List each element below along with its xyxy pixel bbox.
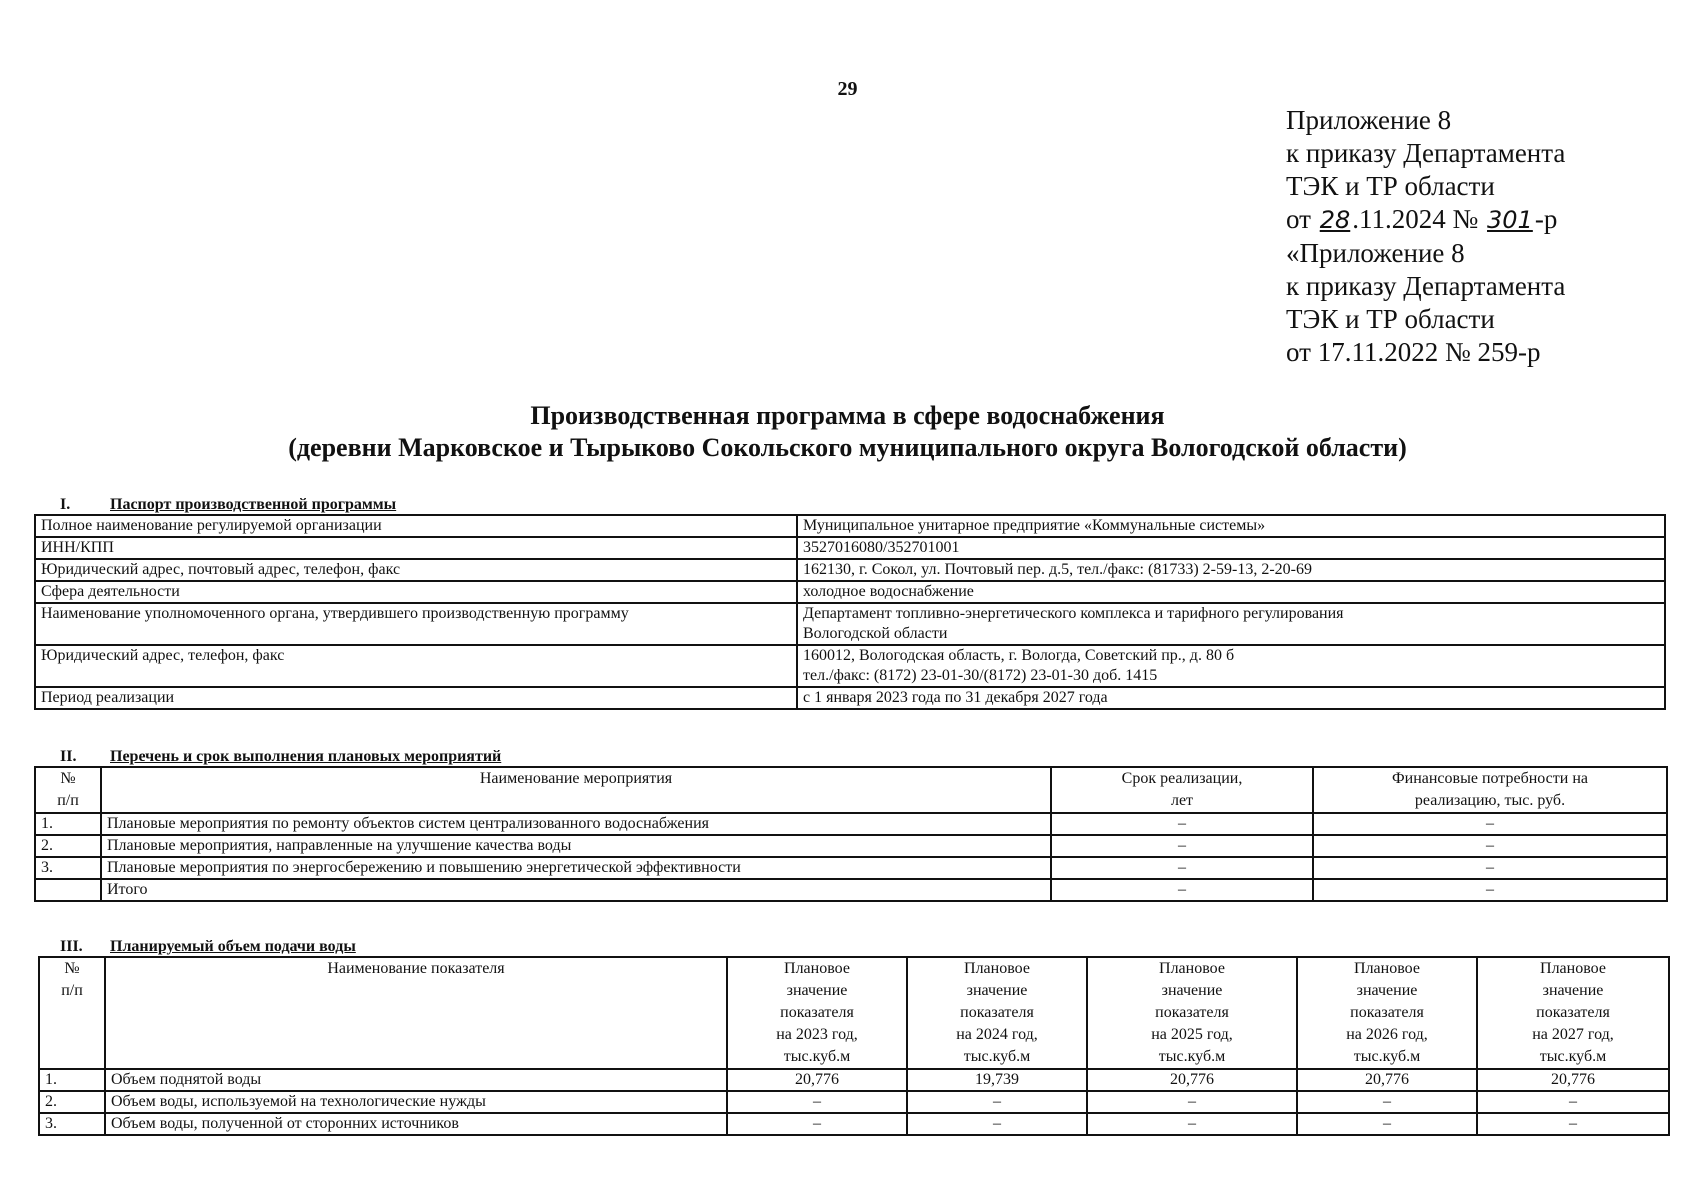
- table-header-row: [39, 957, 1669, 1069]
- header-line: Срок реализации,: [1121, 770, 1243, 787]
- passport-label: Наименование уполномоченного органа, утвердившего производственную программу: [35, 603, 797, 645]
- table-row: [35, 559, 1665, 581]
- value-2027: –: [1477, 1113, 1669, 1135]
- table-row: [35, 879, 1667, 901]
- appendix-line: к приказу Департамента: [1286, 138, 1566, 168]
- value-2026: 20,776: [1297, 1069, 1477, 1091]
- header-line: п/п: [57, 792, 79, 809]
- row-name: Объем воды, используемой на технологические нужды: [105, 1091, 727, 1113]
- header-line: реализацию, тыс. руб.: [1414, 792, 1566, 809]
- header-line: значение: [1542, 982, 1604, 999]
- header-line: значение: [1161, 982, 1223, 999]
- row-num: 3.: [39, 1113, 105, 1135]
- table-row: [35, 813, 1667, 835]
- section-title: Планируемый объем подачи воды: [110, 938, 356, 955]
- header-line: тыс.куб.м: [963, 1048, 1031, 1065]
- section-number: III.: [60, 938, 83, 955]
- appendix-line: к приказу Департамента: [1286, 271, 1566, 301]
- passport-value: [797, 603, 1665, 645]
- header-num: [35, 767, 101, 813]
- row-finance: –: [1313, 813, 1667, 835]
- header-line: Плановое: [784, 960, 850, 977]
- header-year-2026: [1297, 957, 1477, 1069]
- appendix-block: [1286, 104, 1565, 369]
- value-2027: –: [1477, 1091, 1669, 1113]
- header-line: на 2023 год,: [776, 1026, 858, 1043]
- table-row: [39, 1069, 1669, 1091]
- appendix-line: ТЭК и ТР области: [1286, 304, 1495, 334]
- row-finance: –: [1313, 857, 1667, 879]
- header-year-2024: [907, 957, 1087, 1069]
- table-row: [39, 1113, 1669, 1135]
- row-name: Плановые мероприятия, направленные на улучшение качества воды: [101, 835, 1051, 857]
- header-line: показателя: [1536, 1004, 1610, 1021]
- value-line: 160012, Вологодская область, г. Вологда, Советский пр., д. 80 б: [803, 647, 1235, 664]
- row-num: 3.: [35, 857, 101, 879]
- header-finance: [1313, 767, 1667, 813]
- table-row: [35, 581, 1665, 603]
- header-line: показателя: [960, 1004, 1034, 1021]
- row-num: 2.: [35, 835, 101, 857]
- appendix-line: Приложение 8: [1286, 105, 1452, 135]
- section-3-heading: [60, 938, 356, 956]
- header-name: Наименование мероприятия: [101, 767, 1051, 813]
- title-line-2: (деревни Марковское и Тырыково Сокольского муниципального округа Вологодской области): [288, 433, 1407, 462]
- table-row: [35, 537, 1665, 559]
- row-name: Объем воды, полученной от сторонних источников: [105, 1113, 727, 1135]
- appendix-line: «Приложение 8: [1286, 238, 1465, 268]
- row-finance: –: [1313, 879, 1667, 901]
- row-num: [35, 879, 101, 901]
- header-line: №: [64, 960, 80, 977]
- value-2026: –: [1297, 1091, 1477, 1113]
- value-2025: –: [1087, 1091, 1297, 1113]
- header-name: Наименование показателя: [105, 957, 727, 1069]
- header-line: на 2026 год,: [1346, 1026, 1428, 1043]
- value-2023: –: [727, 1113, 907, 1135]
- value-line: тел./факс: (8172) 23-01-30/(8172) 23-01-30 доб. 1415: [803, 667, 1158, 684]
- row-num: 1.: [39, 1069, 105, 1091]
- row-term: –: [1051, 813, 1313, 835]
- header-line: Финансовые потребности на: [1392, 770, 1588, 787]
- value-2023: –: [727, 1091, 907, 1113]
- header-year-2025: [1087, 957, 1297, 1069]
- section-1-heading: [60, 496, 396, 514]
- section-number: I.: [60, 496, 71, 513]
- header-line: лет: [1170, 792, 1194, 809]
- header-line: Плановое: [1354, 960, 1420, 977]
- table-row: [35, 603, 1665, 645]
- row-name: Плановые мероприятия по ремонту объектов систем централизованного водоснабжения: [101, 813, 1051, 835]
- passport-label: Юридический адрес, телефон, факс: [35, 645, 797, 687]
- value-2024: –: [907, 1091, 1087, 1113]
- table-row: [35, 515, 1665, 537]
- table-row: [35, 857, 1667, 879]
- value-2025: 20,776: [1087, 1069, 1297, 1091]
- appendix-line: ТЭК и ТР области: [1286, 171, 1495, 201]
- row-num: 2.: [39, 1091, 105, 1113]
- header-line: на 2024 год,: [956, 1026, 1038, 1043]
- row-term: –: [1051, 857, 1313, 879]
- header-line: значение: [1356, 982, 1418, 999]
- passport-label: Период реализации: [35, 687, 797, 709]
- value-2026: –: [1297, 1113, 1477, 1135]
- passport-value: 162130, г. Сокол, ул. Почтовый пер. д.5, тел./факс: (81733) 2-59-13, 2-20-69: [797, 559, 1665, 581]
- header-line: Плановое: [1540, 960, 1606, 977]
- passport-label: Сфера деятельности: [35, 581, 797, 603]
- header-line: на 2025 год,: [1151, 1026, 1233, 1043]
- table-header-row: [35, 767, 1667, 813]
- header-num: [39, 957, 105, 1069]
- table-row: [39, 1091, 1669, 1113]
- row-name: Плановые мероприятия по энергосбережению и повышению энергетической эффективности: [101, 857, 1051, 879]
- passport-label: Юридический адрес, почтовый адрес, телефон, факс: [35, 559, 797, 581]
- value-line: Вологодской области: [803, 625, 948, 642]
- table-row: [35, 645, 1665, 687]
- passport-label: ИНН/КПП: [35, 537, 797, 559]
- passport-label: Полное наименование регулируемой организации: [35, 515, 797, 537]
- title-line-1: Производственная программа в сфере водоснабжения: [530, 401, 1165, 430]
- header-line: тыс.куб.м: [1158, 1048, 1226, 1065]
- passport-value: 3527016080/352701001: [797, 537, 1665, 559]
- row-finance: –: [1313, 835, 1667, 857]
- row-term: –: [1051, 879, 1313, 901]
- appendix-date-line: [1286, 203, 1565, 237]
- header-year-2023: [727, 957, 907, 1069]
- header-line: Плановое: [1159, 960, 1225, 977]
- section-title: Паспорт производственной программы: [110, 496, 397, 513]
- header-line: показателя: [1155, 1004, 1229, 1021]
- date-prefix: от: [1286, 204, 1311, 234]
- passport-value: Муниципальное унитарное предприятие «Коммунальные системы»: [797, 515, 1665, 537]
- header-line: на 2027 год,: [1532, 1026, 1614, 1043]
- row-term: –: [1051, 835, 1313, 857]
- header-year-2027: [1477, 957, 1669, 1069]
- water-volume-table: [38, 956, 1670, 1136]
- section-title: Перечень и срок выполнения плановых мероприятий: [110, 748, 502, 765]
- table-row: [35, 687, 1665, 709]
- measures-table: [34, 766, 1668, 902]
- passport-value: [797, 645, 1665, 687]
- date-rest: .11.2024 №: [1352, 204, 1479, 234]
- header-line: показателя: [780, 1004, 854, 1021]
- table-row: [35, 835, 1667, 857]
- value-2024: –: [907, 1113, 1087, 1135]
- handwritten-day: 28: [1319, 206, 1351, 234]
- passport-value: холодное водоснабжение: [797, 581, 1665, 603]
- header-line: тыс.куб.м: [1539, 1048, 1607, 1065]
- order-suffix: -р: [1534, 204, 1558, 234]
- value-line: Департамент топливно-энергетического комплекса и тарифного регулирования: [803, 605, 1344, 622]
- appendix-line: от 17.11.2022 № 259-р: [1286, 337, 1541, 367]
- row-name: Итого: [101, 879, 1051, 901]
- handwritten-order-number: 301: [1487, 206, 1533, 234]
- header-term: [1051, 767, 1313, 813]
- section-number: II.: [60, 748, 77, 765]
- section-2-heading: [60, 748, 501, 766]
- row-name: Объем поднятой воды: [105, 1069, 727, 1091]
- page-number: 29: [837, 78, 858, 100]
- passport-value: с 1 января 2023 года по 31 декабря 2027 года: [797, 687, 1665, 709]
- value-2023: 20,776: [727, 1069, 907, 1091]
- value-2027: 20,776: [1477, 1069, 1669, 1091]
- document-title: [0, 400, 1695, 464]
- header-line: №: [60, 770, 76, 787]
- value-2024: 19,739: [907, 1069, 1087, 1091]
- value-2025: –: [1087, 1113, 1297, 1135]
- header-line: показателя: [1350, 1004, 1424, 1021]
- header-line: значение: [786, 982, 848, 999]
- header-line: значение: [966, 982, 1028, 999]
- header-line: п/п: [61, 982, 83, 999]
- header-line: Плановое: [964, 960, 1030, 977]
- header-line: тыс.куб.м: [783, 1048, 851, 1065]
- header-line: тыс.куб.м: [1353, 1048, 1421, 1065]
- passport-table: [34, 514, 1666, 710]
- row-num: 1.: [35, 813, 101, 835]
